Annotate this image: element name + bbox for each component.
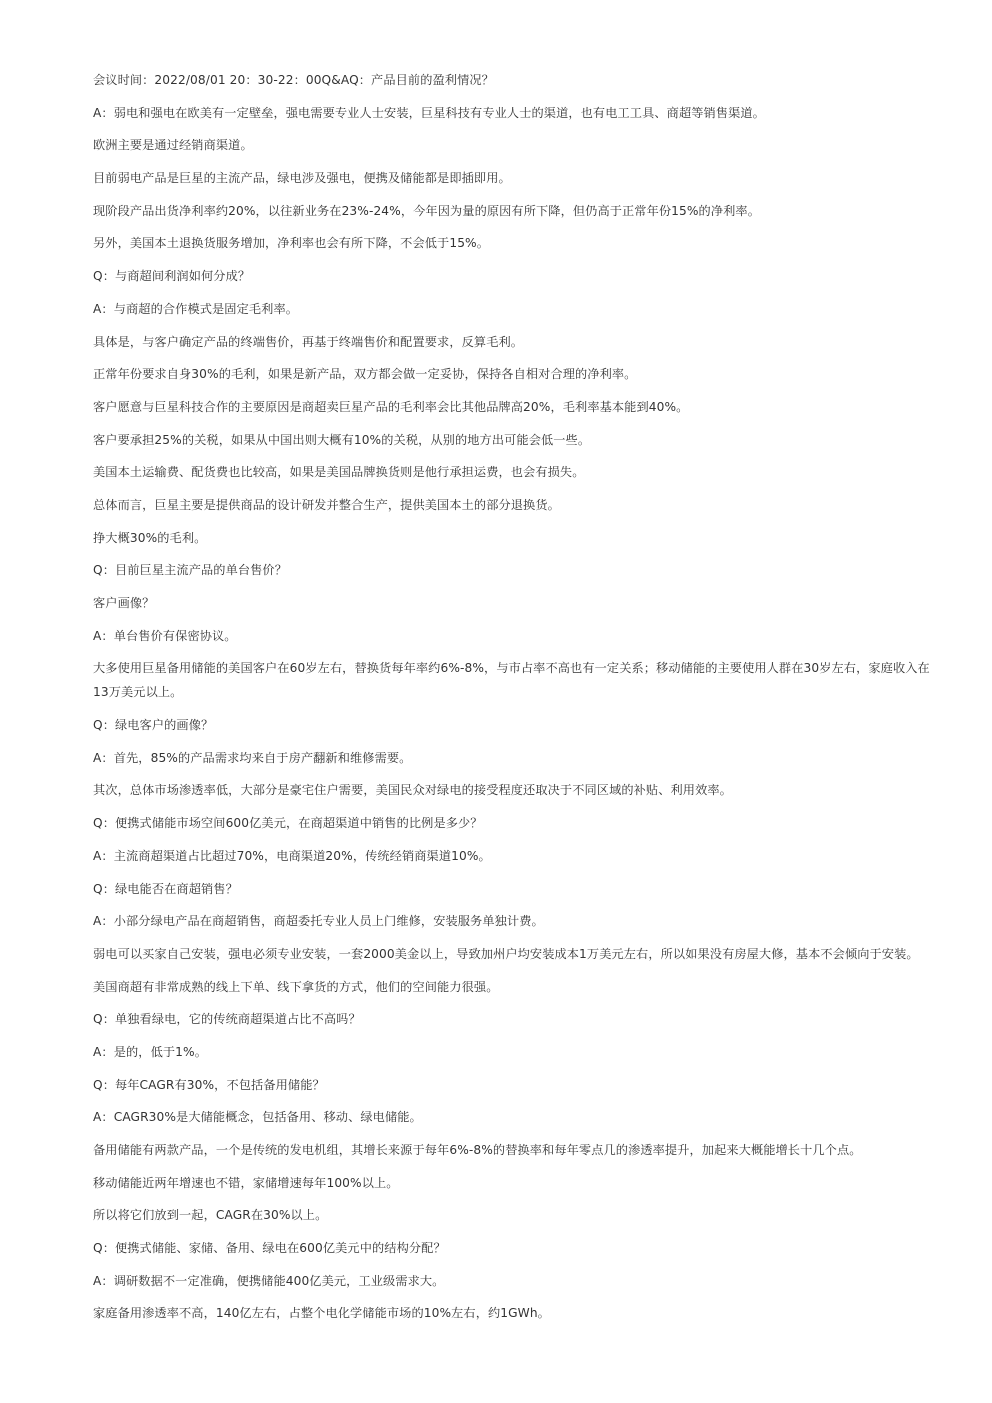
body-paragraph: 家庭备用渗透率不高，140亿左右，占整个电化学储能市场的10%左右，约1GWh。: [93, 1306, 550, 1321]
body-paragraph: 目前弱电产品是巨星的主流产品，绿电涉及强电，便携及储能都是即插即用。: [93, 171, 511, 186]
body-paragraph: 客户愿意与巨星科技合作的主要原因是商超卖巨星产品的毛利率会比其他品牌高20%，毛利率基本能到40%。: [93, 399, 689, 414]
body-paragraph: 其次，总体市场渗透率低，大部分是豪宅住户需要，美国民众对绿电的接受程度还取决于不同区域的补贴、利用效率。: [93, 783, 732, 798]
body-paragraph: 挣大概30%的毛利。: [93, 530, 207, 545]
answer-paragraph: A：首先，85%的产品需求均来自于房产翻新和维修需要。: [93, 750, 412, 765]
body-paragraph: 现阶段产品出货净利率约20%，以往新业务在23%-24%，今年因为量的原因有所下降，但仍高于正常年份15%的净利率。: [93, 203, 760, 218]
body-paragraph: 正常年份要求自身30%的毛利，如果是新产品，双方都会做一定妥协，保持各自相对合理的净利率。: [93, 367, 637, 382]
question-paragraph: Q：单独看绿电，它的传统商超渠道占比不高吗？: [93, 1012, 361, 1027]
question-paragraph: Q：目前巨星主流产品的单台售价？: [93, 563, 288, 578]
answer-paragraph: A：小部分绿电产品在商超销售，商超委托专业人员上门维修，安装服务单独计费。: [93, 914, 544, 929]
body-paragraph: 大多使用巨星备用储能的美国客户在60岁左右，替换货每年率约6%-8%，与市占率不高也有一定关系；移动储能的主要使用人群在30岁左右，家庭收入在13万美元以上。: [93, 661, 930, 700]
answer-paragraph: A：CAGR30%是大储能概念，包括备用、移动、绿电储能。: [93, 1110, 422, 1125]
question-paragraph: Q：与商超间利润如何分成？: [93, 269, 251, 284]
body-paragraph: 弱电可以买家自己安装，强电必须专业安装，一套2000美金以上，导致加州户均安装成本1万美元左右，所以如果没有房屋大修，基本不会倾向于安装。: [93, 946, 919, 961]
question-paragraph: Q：绿电能否在商超销售？: [93, 881, 238, 896]
answer-paragraph: A：主流商超渠道占比超过70%，电商渠道20%，传统经销商渠道10%。: [93, 848, 491, 863]
body-paragraph: 具体是，与客户确定产品的终端售价，再基于终端售价和配置要求，反算毛利。: [93, 334, 524, 349]
answer-paragraph: A：单台售价有保密协议。: [93, 628, 237, 643]
question-paragraph: 客户画像？: [93, 596, 155, 610]
question-paragraph: Q：便携式储能、家储、备用、绿电在600亿美元中的结构分配？: [93, 1241, 446, 1256]
question-paragraph: Q：便携式储能市场空间600亿美元，在商超渠道中销售的比例是多少？: [93, 816, 483, 831]
question-paragraph: Q：每年CAGR有30%，不包括备用储能？: [93, 1077, 325, 1092]
meeting-time-line: 会议时间：2022/08/01 20：30-22：00Q&AQ：产品目前的盈利情况？: [93, 73, 494, 87]
body-paragraph: 另外，美国本土退换货服务增加，净利率也会有所下降，不会低于15%。: [93, 236, 490, 251]
body-paragraph: 所以将它们放到一起，CAGR在30%以上。: [93, 1208, 328, 1223]
body-paragraph: 移动储能近两年增速也不错，家储增速每年100%以上。: [93, 1175, 399, 1190]
answer-paragraph: A：调研数据不一定准确，便携储能400亿美元，工业级需求大。: [93, 1273, 445, 1288]
question-paragraph: Q：绿电客户的画像？: [93, 718, 214, 733]
body-paragraph: 备用储能有两款产品，一个是传统的发电机组，其增长来源于每年6%-8%的替换率和每年零点几的渗透率提升，加起来大概能增长十几个点。: [93, 1143, 862, 1157]
body-paragraph: 美国本土运输费、配货费也比较高，如果是美国品牌换货则是他行承担运费，也会有损失。: [93, 465, 585, 480]
body-paragraph: 美国商超有非常成熟的线上下单、线下拿货的方式，他们的空间能力很强。: [93, 979, 499, 994]
body-paragraph: 总体而言，巨星主要是提供商品的设计研发并整合生产，提供美国本土的部分退换货。: [93, 497, 560, 512]
body-paragraph: 欧洲主要是通过经销商渠道。: [93, 138, 253, 153]
answer-paragraph: A：是的，低于1%。: [93, 1044, 207, 1059]
answer-paragraph: A：弱电和强电在欧美有一定壁垒，强电需要专业人士安装，巨星科技有专业人士的渠道，也有电工工具、商超等销售渠道。: [93, 105, 765, 120]
body-paragraph: 客户要承担25%的关税，如果从中国出则大概有10%的关税，从别的地方出可能会低一些。: [93, 432, 591, 447]
answer-paragraph: A：与商超的合作模式是固定毛利率。: [93, 301, 299, 316]
